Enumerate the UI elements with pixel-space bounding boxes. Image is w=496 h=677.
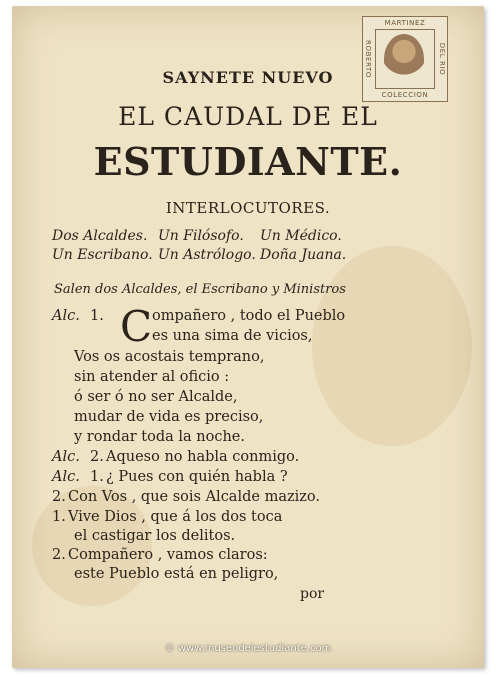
speaker-number: 1.	[90, 469, 104, 485]
speaker: Alc.	[52, 308, 80, 324]
watermark-credit: © www.museodelestudiante.com	[164, 643, 332, 654]
speaker-number: 2.	[52, 547, 66, 563]
verse-line: este Pueblo está en peligro,	[74, 566, 279, 582]
paper-stain	[312, 246, 472, 446]
collection-stamp	[362, 16, 448, 102]
stamp-text-right: DEL RIO	[438, 42, 446, 76]
speaker-number: 1.	[52, 509, 66, 525]
cast-entry: Un Filósofo.	[158, 228, 244, 244]
title-line-3: ESTUDIANTE.	[93, 139, 403, 184]
verse-line: Con Vos , que sois Alcalde mazizo.	[68, 489, 320, 505]
verse-line: mudar de vida es preciso,	[74, 409, 264, 425]
verse-line: es una sima de vicios,	[152, 328, 313, 344]
catchword: por	[300, 586, 325, 602]
document-page	[12, 6, 484, 668]
cast-entry: Un Astrólogo.	[158, 247, 256, 263]
title-line-2: EL CAUDAL DE EL	[118, 102, 378, 131]
verse-line: ó ser ó no ser Alcalde,	[74, 389, 238, 405]
stage-direction: Salen dos Alcaldes, el Escribano y Ministros	[54, 282, 346, 297]
verse-line: Compañero , vamos claros:	[68, 547, 268, 563]
speaker-number: 2.	[90, 449, 104, 465]
drop-cap: C	[120, 302, 153, 351]
cast-entry: Dos Alcaldes.	[52, 228, 148, 244]
verse-line: Vive Dios , que á los dos toca	[68, 509, 283, 525]
cast-entry: Doña Juana.	[260, 247, 347, 263]
stamp-text-bottom: COLECCION	[381, 91, 429, 99]
verse-line: ¿ Pues con quién habla ?	[106, 469, 288, 485]
cast-entry: Un Médico.	[260, 228, 342, 244]
stamp-text-left: ROBERTO	[364, 40, 372, 78]
speaker: Alc.	[52, 469, 80, 485]
verse-line: ompañero , todo el Pueblo	[152, 308, 346, 324]
speaker-number: 2.	[52, 489, 66, 505]
speaker: Alc.	[52, 449, 80, 465]
verse-line: Aqueso no habla conmigo.	[106, 449, 300, 465]
verse-line: sin atender al oficio :	[74, 369, 230, 385]
title-line-1: SAYNETE NUEVO	[162, 68, 334, 87]
verse-line: Vos os acostais temprano,	[74, 349, 265, 365]
verse-line: el castigar los delitos.	[74, 528, 236, 544]
stamp-text-top: MARTINEZ	[384, 19, 426, 27]
speaker-number: 1.	[90, 308, 104, 324]
characters-heading: INTERLOCUTORES.	[165, 199, 331, 217]
verse-line: y rondar toda la noche.	[74, 429, 245, 445]
cast-entry: Un Escribano.	[52, 247, 153, 263]
